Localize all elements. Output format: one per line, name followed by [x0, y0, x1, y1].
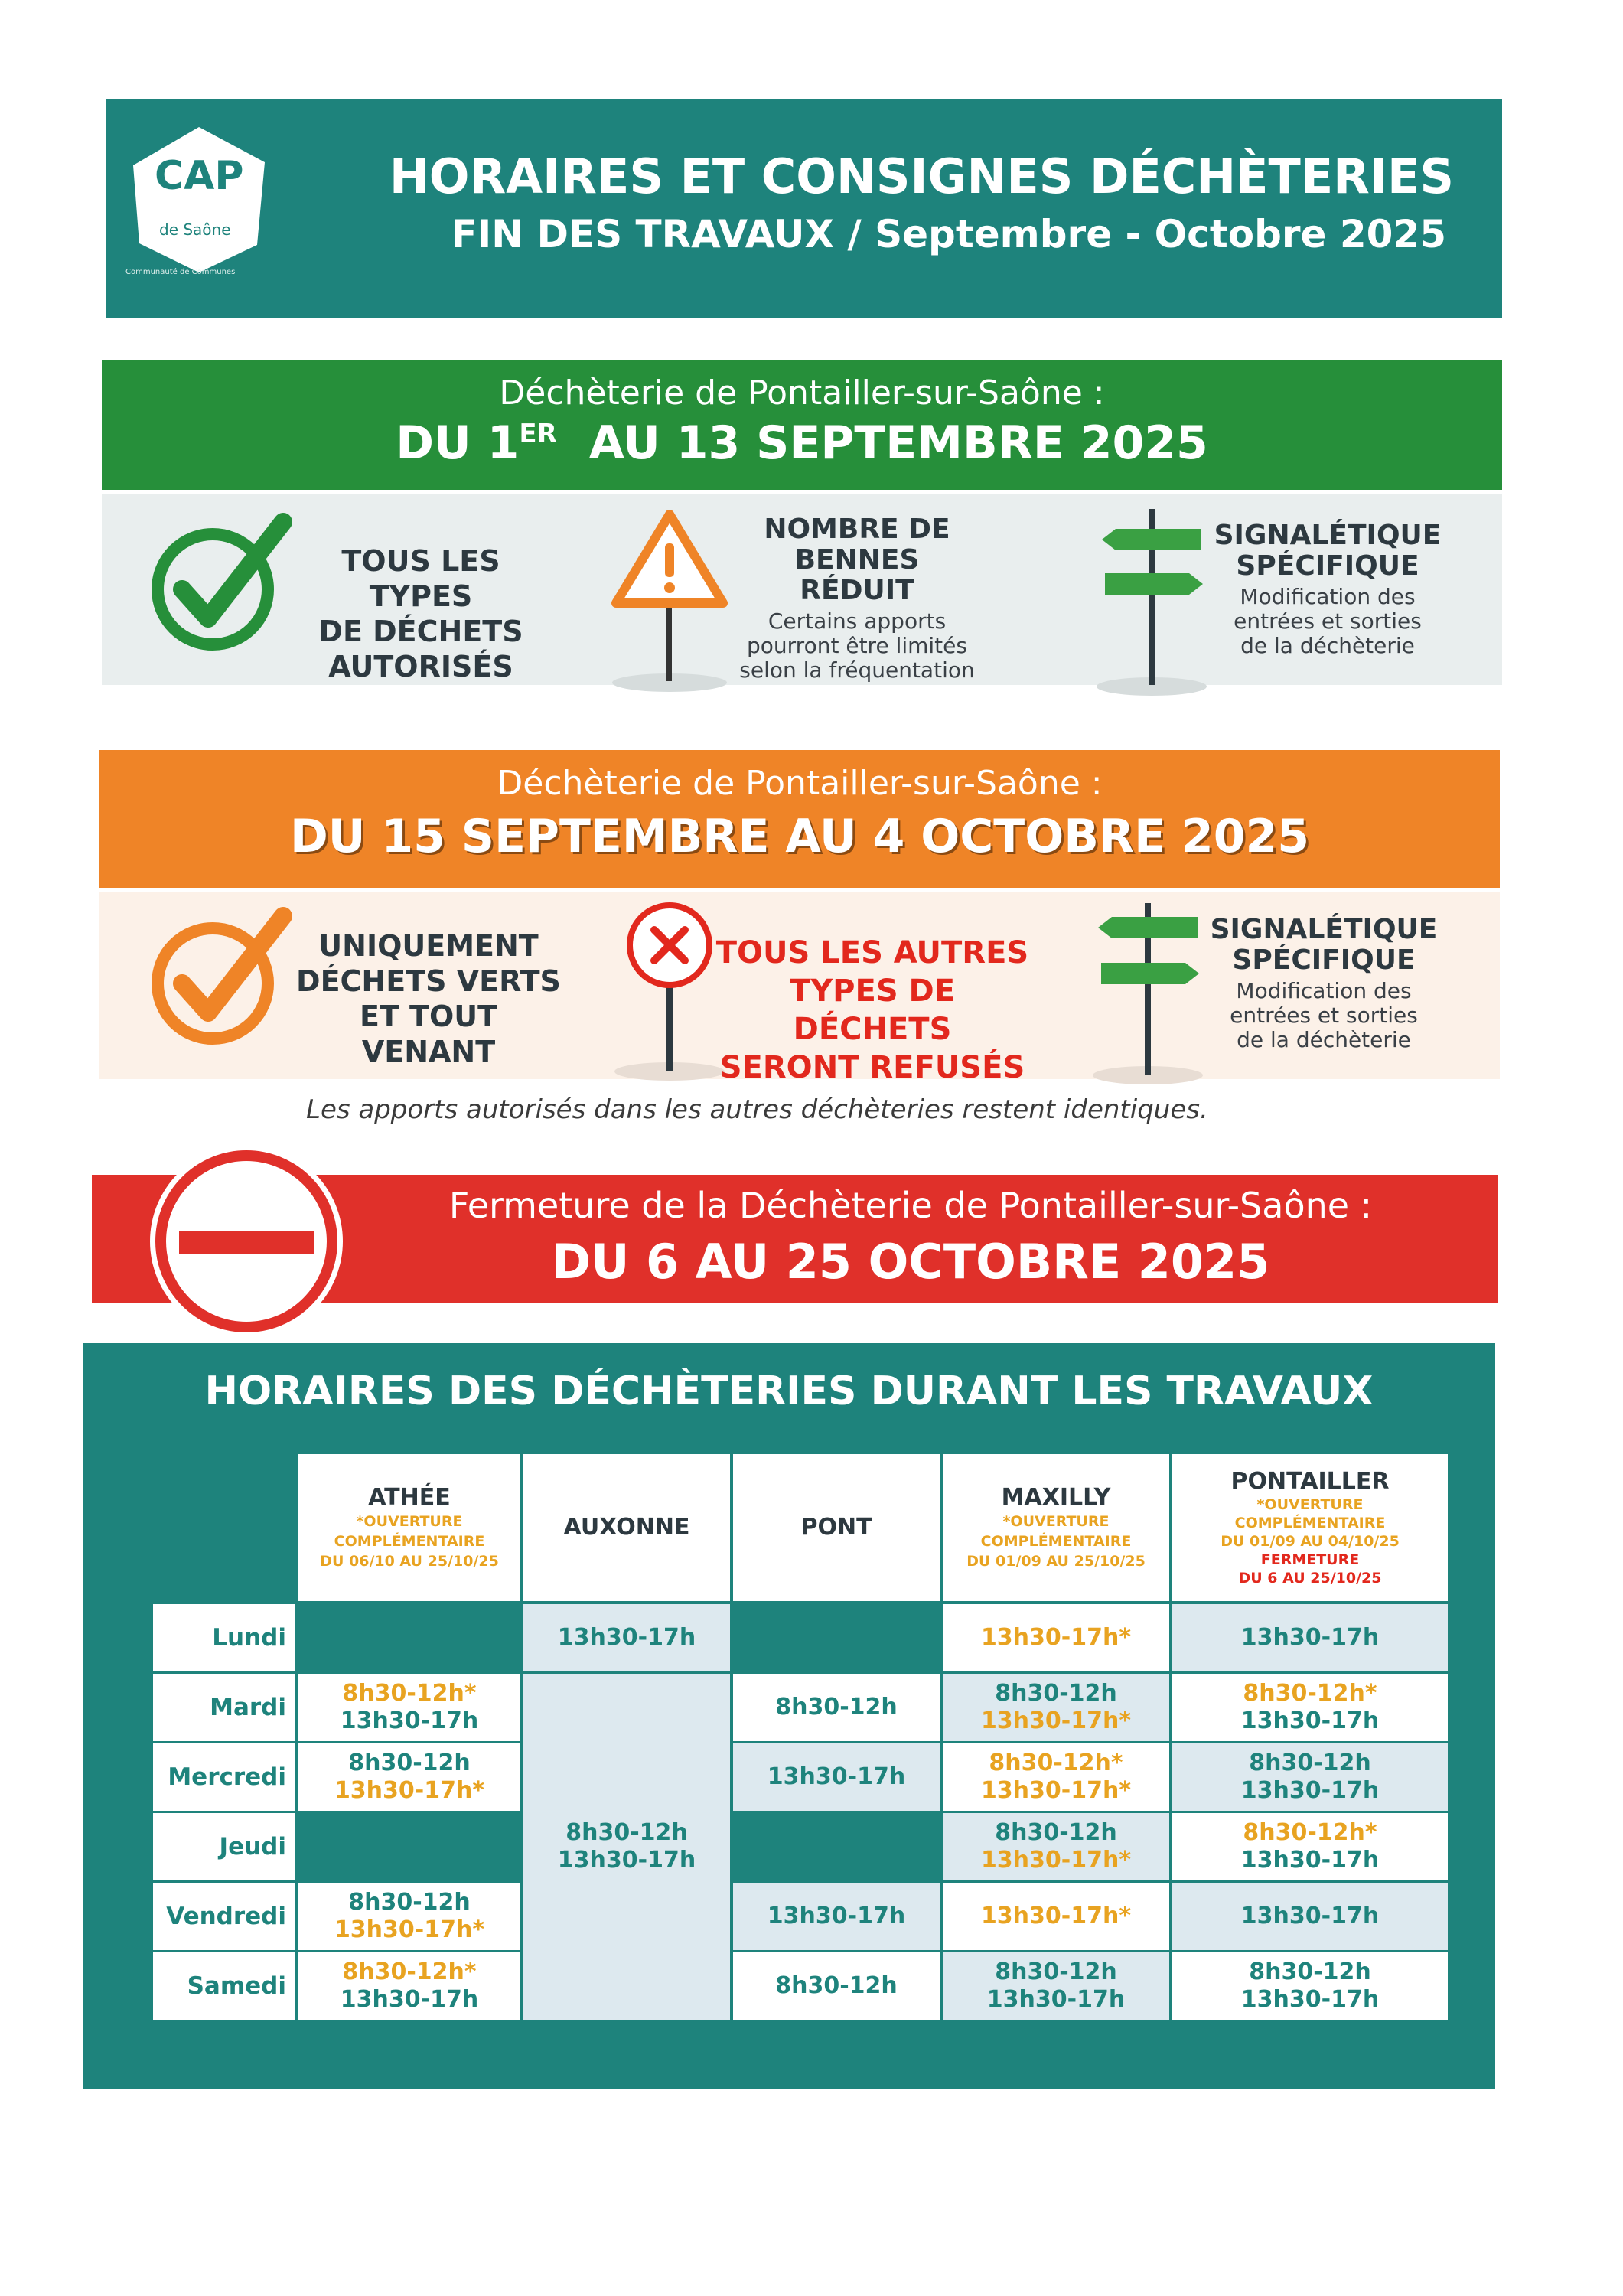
section2-line2: DU 15 SEPTEMBRE AU 4 OCTOBRE 2025: [289, 810, 1309, 863]
athee-cell: [298, 1743, 520, 1811]
s1-item1-line: TOUS LES TYPES: [341, 544, 500, 613]
time-slot: 13h30-17h: [1240, 1986, 1380, 2013]
time-slot: 8h30-12h: [1249, 1958, 1371, 1985]
maxilly-cell: [943, 1743, 1169, 1811]
time-slot: 13h30-17h: [1240, 1777, 1380, 1804]
pont-cell: [733, 1813, 940, 1880]
logo-hexagon-icon: [122, 122, 275, 276]
column-header-athee: [298, 1454, 520, 1601]
cap-val-de-saone-logo: [122, 122, 275, 283]
section3-line2: DU 6 AU 25 OCTOBRE 2025: [551, 1234, 1270, 1290]
logo-sub-text: de Saône: [159, 220, 231, 239]
header-banner: [106, 99, 1502, 318]
time-slot: 8h30-12h: [775, 1694, 898, 1720]
column-note: DU 01/09 AU 25/10/25: [966, 1553, 1146, 1570]
section1-line2-sup: ER: [519, 419, 557, 449]
time-slot: 8h30-12h: [1249, 1750, 1371, 1776]
logo-cap-text: CAP: [155, 153, 244, 199]
time-slot: 8h30-12h*: [989, 1750, 1123, 1776]
column-name: MAXILLY: [1001, 1484, 1111, 1511]
pontailler-cell: [1172, 1952, 1448, 2020]
pont-cell: [733, 1604, 940, 1671]
s2-item3-desc: entrées et sorties: [1230, 1003, 1418, 1028]
time-slot: 8h30-12h: [995, 1680, 1117, 1707]
section2-item3-text: [1201, 915, 1446, 1052]
pont-cell: [733, 1883, 940, 1950]
day-label-mercredi: [153, 1743, 295, 1811]
section1-banner: [102, 360, 1502, 490]
section1-line2-a: DU 1: [396, 416, 520, 470]
pontailler-cell: [1172, 1883, 1448, 1950]
column-note: COMPLÉMENTAIRE: [334, 1533, 485, 1550]
pontailler-cell: [1172, 1743, 1448, 1811]
time-slot: 13h30-17h*: [980, 1847, 1132, 1874]
no-entry-icon: [145, 1140, 348, 1343]
section2-banner: [99, 750, 1500, 888]
pontailler-cell: [1172, 1674, 1448, 1741]
column-header-pont: [733, 1454, 940, 1601]
logo-caption: Communauté de Communes: [125, 268, 236, 276]
time-slot: 13h30-17h: [1240, 1847, 1380, 1874]
column-note: DU 06/10 AU 25/10/25: [320, 1553, 499, 1570]
time-slot: 8h30-12h: [995, 1819, 1117, 1846]
s1-item2-title: BENNES RÉDUIT: [794, 544, 920, 606]
column-note-red: FERMETURE: [1260, 1551, 1360, 1568]
day-label-vendredi: [153, 1883, 295, 1950]
s1-item2-desc: pourront être limités: [747, 633, 967, 658]
s2-item3-desc: Modification des: [1236, 978, 1412, 1003]
note-text: Les apports autorisés dans les autres déchèteries restent identiques.: [306, 1094, 1208, 1125]
section1-line1: Déchèterie de Pontailler-sur-Saône :: [499, 373, 1105, 413]
s1-item3-desc: de la déchèterie: [1240, 633, 1415, 658]
pont-cell: [733, 1743, 940, 1811]
section1-line2-b: AU 13 SEPTEMBRE 2025: [588, 416, 1208, 470]
column-name: AUXONNE: [563, 1514, 690, 1541]
athee-cell: [298, 1813, 520, 1880]
section3-line1: Fermeture de la Déchèterie de Pontailler-sur-Saône :: [448, 1185, 1373, 1226]
day-label-text: Jeudi: [219, 1833, 286, 1861]
s2-item3-desc: de la déchèterie: [1237, 1027, 1411, 1052]
s2-item2-line: TOUS LES AUTRES: [715, 935, 1029, 970]
time-slot: 13h30-17h: [1240, 1624, 1380, 1651]
time-slot: 13h30-17h: [767, 1763, 906, 1790]
s1-item2-desc: selon la fréquentation: [739, 657, 975, 683]
auxonne-cell-merged: [523, 1674, 730, 2020]
maxilly-cell: [943, 1952, 1169, 2020]
time-slot: 13h30-17h*: [980, 1903, 1132, 1929]
s2-item2-line: TYPES DE DÉCHETS: [789, 974, 956, 1047]
column-header-pontailler: [1172, 1454, 1448, 1601]
day-label-jeudi: [153, 1813, 295, 1880]
s1-item2-desc: Certains apports: [768, 608, 947, 634]
column-note: COMPLÉMENTAIRE: [1234, 1515, 1386, 1531]
athee-cell: [298, 1883, 520, 1950]
column-note: *OUVERTURE: [1002, 1513, 1110, 1530]
s1-item1-line: DE DÉCHETS: [318, 615, 523, 648]
column-name: PONTAILLER: [1230, 1468, 1390, 1495]
section1-item1-text: [291, 543, 551, 684]
time-slot: 13h30-17h: [1240, 1903, 1380, 1929]
signpost-icon: [1094, 509, 1209, 700]
check-icon: [145, 505, 298, 658]
s2-item1-line: DÉCHETS VERTS: [296, 964, 561, 998]
column-name: ATHÉE: [368, 1484, 451, 1511]
section1-item3-text: [1209, 520, 1446, 658]
s1-item3-title: SIGNALÉTIQUE: [1214, 520, 1442, 551]
day-label-text: Mardi: [210, 1694, 286, 1721]
time-slot: 13h30-17h: [986, 1986, 1126, 2013]
section1-item2-text: [735, 514, 979, 683]
athee-cell: [298, 1952, 520, 2020]
pontailler-cell: [1172, 1604, 1448, 1671]
time-slot: 13h30-17h: [767, 1903, 906, 1929]
time-slot: 13h30-17h*: [334, 1916, 485, 1943]
forbidden-x-icon: [612, 899, 727, 1083]
pont-cell: [733, 1674, 940, 1741]
time-slot: 8h30-12h: [348, 1889, 471, 1916]
column-note: DU 01/09 AU 04/10/25: [1221, 1533, 1400, 1550]
page-subtitle: FIN DES TRAVAUX / Septembre - Octobre 2025: [451, 212, 1446, 256]
time-slot: 13h30-17h: [557, 1847, 696, 1874]
maxilly-cell: [943, 1674, 1169, 1741]
time-slot: 8h30-12h*: [342, 1958, 477, 1985]
day-label-mardi: [153, 1674, 295, 1741]
column-note-red: DU 6 AU 25/10/25: [1238, 1570, 1382, 1587]
s1-item3-desc: Modification des: [1240, 584, 1416, 609]
time-slot: 8h30-12h: [565, 1819, 688, 1846]
time-slot: 8h30-12h*: [1243, 1819, 1377, 1846]
s2-item1-line: UNIQUEMENT: [318, 929, 539, 963]
time-slot: 13h30-17h*: [980, 1777, 1132, 1804]
maxilly-cell: [943, 1813, 1169, 1880]
time-slot: 13h30-17h*: [980, 1624, 1132, 1651]
day-label-samedi: [153, 1952, 295, 2020]
time-slot: 13h30-17h: [340, 1986, 479, 2013]
column-note: *OUVERTURE: [1256, 1496, 1364, 1513]
s2-item1-line: ET TOUT VENANT: [359, 1000, 498, 1068]
maxilly-cell: [943, 1883, 1169, 1950]
time-slot: 8h30-12h*: [342, 1680, 477, 1707]
s1-item2-title: NOMBRE DE: [764, 514, 950, 545]
time-slot: 8h30-12h: [995, 1958, 1117, 1985]
warning-icon: [608, 505, 731, 696]
page-title: HORAIRES ET CONSIGNES DÉCHÈTERIES: [389, 148, 1454, 204]
day-label-text: Vendredi: [166, 1903, 286, 1930]
pont-cell: [733, 1952, 940, 2020]
column-header-auxonne: [523, 1454, 730, 1601]
signpost-icon: [1090, 903, 1205, 1087]
athee-cell: [298, 1604, 520, 1671]
day-label-lundi: [153, 1604, 295, 1671]
s2-item3-title: SIGNALÉTIQUE: [1210, 914, 1438, 945]
column-header-maxilly: [943, 1454, 1169, 1601]
check-icon: [145, 899, 298, 1052]
athee-cell: [298, 1674, 520, 1741]
s2-item3-title: SPÉCIFIQUE: [1232, 944, 1416, 976]
column-note: *OUVERTURE: [356, 1513, 463, 1530]
schedule-title: HORAIRES DES DÉCHÈTERIES DURANT LES TRAVAUX: [204, 1368, 1374, 1414]
s1-item3-desc: entrées et sorties: [1234, 608, 1422, 634]
column-name: PONT: [800, 1514, 872, 1541]
maxilly-cell: [943, 1604, 1169, 1671]
time-slot: 13h30-17h*: [334, 1777, 485, 1804]
day-label-text: Mercredi: [168, 1763, 286, 1791]
time-slot: 8h30-12h: [775, 1972, 898, 1999]
time-slot: 8h30-12h: [348, 1750, 471, 1776]
s1-item3-title: SPÉCIFIQUE: [1236, 550, 1419, 582]
s2-item2-line: SERONT REFUSÉS: [719, 1050, 1025, 1085]
time-slot: 8h30-12h*: [1243, 1680, 1377, 1707]
section1-line2: [102, 416, 1502, 470]
time-slot: 13h30-17h: [557, 1624, 696, 1651]
section2-item1-text: [291, 928, 566, 1069]
auxonne-cell: [523, 1604, 730, 1671]
section2-item2-text: [712, 934, 1033, 1087]
time-slot: 13h30-17h: [340, 1707, 479, 1734]
column-note: COMPLÉMENTAIRE: [980, 1533, 1132, 1550]
time-slot: 13h30-17h*: [980, 1707, 1132, 1734]
pontailler-cell: [1172, 1813, 1448, 1880]
time-slot: 13h30-17h: [1240, 1707, 1380, 1734]
day-label-text: Samedi: [187, 1972, 286, 2000]
section2-line1: Déchèterie de Pontailler-sur-Saône :: [497, 764, 1103, 803]
s1-item1-line: AUTORISÉS: [328, 650, 513, 683]
day-label-text: Lundi: [212, 1624, 286, 1652]
